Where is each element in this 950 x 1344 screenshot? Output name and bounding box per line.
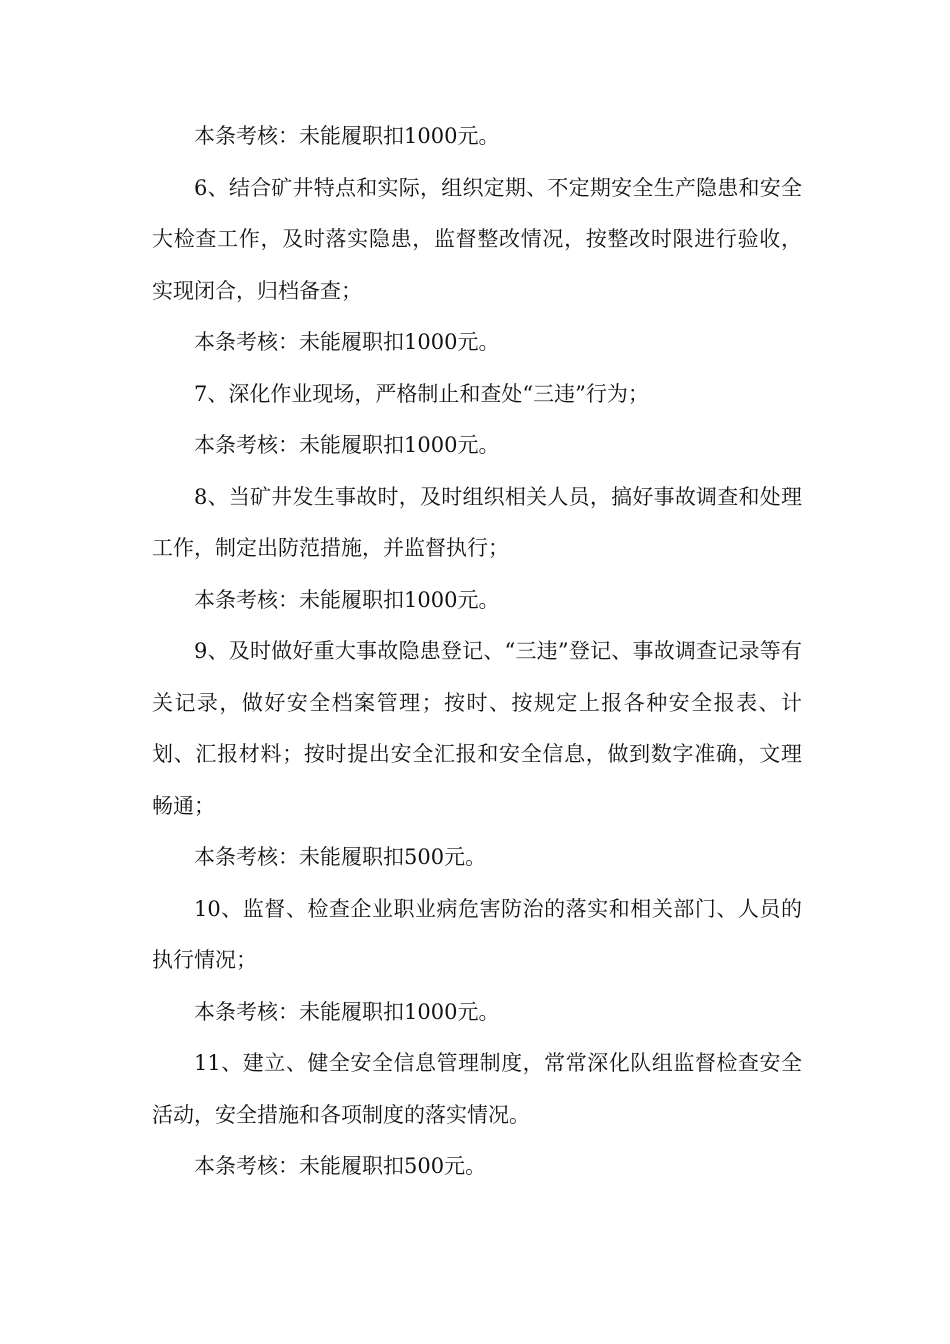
assessment-clause: 本条考核：未能履职扣500元。 xyxy=(194,845,487,869)
assessment-clause: 本条考核：未能履职扣1000元。 xyxy=(194,587,500,612)
duty-item-8: 8、当矿井发生事故时，及时组织相关人员，搞好事故调查和处理工作，制定出防范措施，并监督执行； xyxy=(152,484,802,560)
duty-item-6: 6、结合矿井特点和实际，组织定期、不定期安全生产隐患和安全大检查工作，及时落实隐患，监督整改情况，按整改时限进行验收，实现闭合，归档备查； xyxy=(152,175,802,303)
document-body xyxy=(152,111,802,1193)
assessment-clause: 本条考核：未能履职扣1000元。 xyxy=(194,124,500,148)
duty-item-7: 7、深化作业现场，严格制止和查处“三违”行为； xyxy=(194,381,649,406)
duty-item-11: 11、建立、健全安全信息管理制度，常常深化队组监督检查安全活动，安全措施和各项制度的落实情况。 xyxy=(152,1051,802,1127)
assessment-clause: 本条考核：未能履职扣1000元。 xyxy=(194,999,500,1024)
duty-item-10: 10、监督、检查企业职业病危害防治的落实和相关部门、人员的执行情况； xyxy=(152,896,802,972)
assessment-clause: 本条考核：未能履职扣500元。 xyxy=(194,1154,487,1178)
duty-item-9: 9、及时做好重大事故隐患登记、“三违”登记、事故调查记录等有关记录，做好安全档案管理；按时、按规定上报各种安全报表、计划、汇报材料；按时提出安全汇报和安全信息，做到数字准确，文理畅通； xyxy=(152,639,802,818)
assessment-clause: 本条考核：未能履职扣1000元。 xyxy=(194,433,500,457)
assessment-clause: 本条考核：未能履职扣1000元。 xyxy=(194,330,500,354)
